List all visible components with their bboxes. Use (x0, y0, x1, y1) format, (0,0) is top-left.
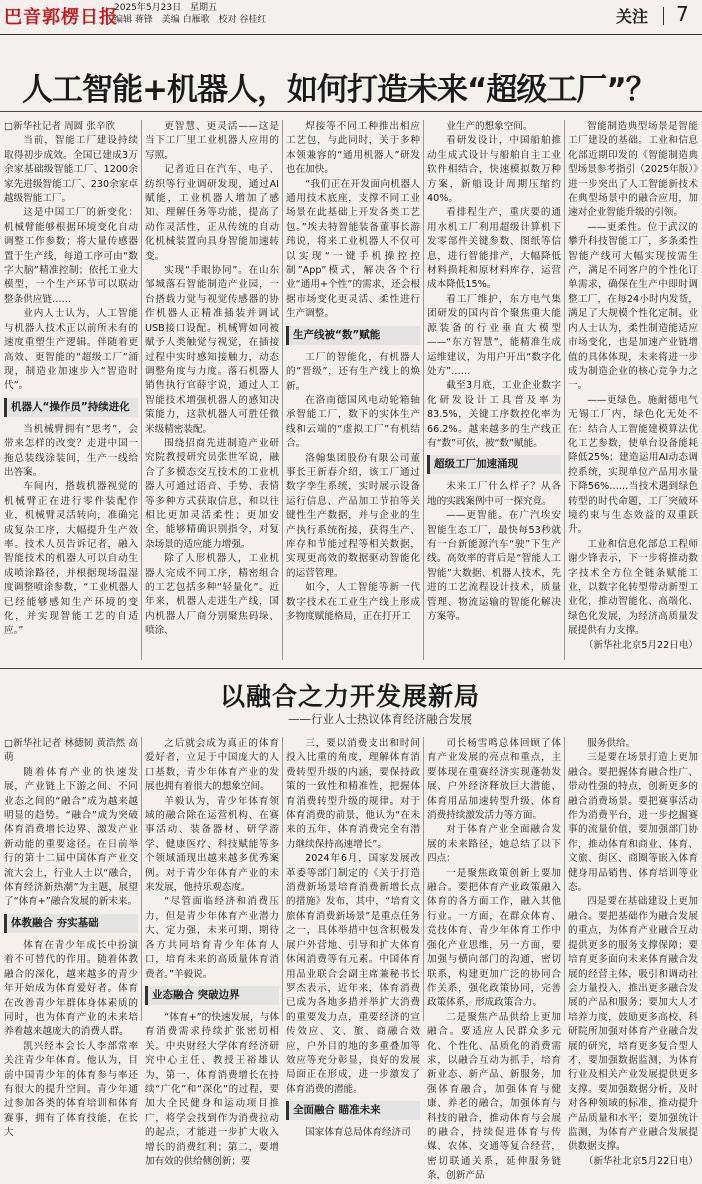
paragraph: 洛翰集团股份有限公司董事长王新春介绍，该工厂通过数字孪生系统，实时展示设备运行信息、产品加工节拍等关键性生产数据，并与企业的生产执行系统衔接，获得生产、库存和节能过程等相关数据，实现更高效的数据驱动智能化的运营管理。 (286, 452, 420, 579)
paragraph: 在洛南德国风电动轮箱轴承智能工厂，数下的实体生产线和云端的“虚拟工厂”有机结合。 (286, 394, 420, 450)
paragraph: 未来工厂什么样子？从各地的实践案例中可一探究竟。 (427, 481, 561, 507)
paragraph: 当机械臂拥有“思考”，会带来怎样的改变？走进中国一拖总装线涂装间，生产一线给出答案。 (4, 423, 138, 478)
paragraph: 一是聚焦政策创新上要加融合。要把体育产业政策融入体育的各方面工作，融入其他行业。一方面，在群众体育、竞技体育、青少年体育工作中强化产业思维，另一方面，要加强与横向部门的沟通，密切联系，构建更加广泛的协同合作关系，强化政策协同，完善政策体系，形成政策合力。 (427, 867, 561, 1009)
paragraph: 更智慧、更灵活——这是当下工厂里工业机器人应用的写照。 (145, 121, 279, 161)
paragraph: 车间内，搭载机器视觉的机械臂正在进行零件装配作业，机械臂灵活转向，准确完成复杂工序，大幅提升生产效率。技术人员告诉记者，融入智能技术的机器人可以自动生成喷涂路径，并根据现场温湿度调整喷涂参数，“工业机器人已经能够感知生产环境的变化，并实现智能工艺的自适应。” (4, 481, 138, 637)
paragraph: “我们正在开发面向机器人通用技术底座，支撑不同工业场景在此基础上开发各类工艺包。”埃夫特智能装备董事长游玮说，将来工业机器人不仅可以实现“一键手机操控控制”App”模式，解决各个行业“通用+个性”的需求，还会根据市场变化更灵活、柔性进行生产调整。 (286, 178, 420, 320)
paragraph: 体育在青少年成长中扮演着不可替代的作用。随着体教融合的深化，越来越多的青少年开始成为体育爱好者。体育在改善青少年群体身体素质的同时，也为体育产业的未来培养着越来越庞大的消费人群。 (4, 939, 138, 1038)
paragraph: 智能制造典型场景是智能工厂建设的基础。工业和信息化部近期印发的《智能制造典型场景参考指引（2025年版）》进一步突出了人工智能新技术在典型场景中的融合应用，加速对企业智能升级的引领。 (568, 121, 698, 219)
article1-source: （新华社北京5月22日电） (583, 639, 698, 651)
column-divider (141, 737, 142, 1021)
paragraph: 焊接等不同工种推出相应工艺包，与此同时，关于多种本领兼容的“通用机器人”研发也在加快。 (286, 121, 420, 176)
proof-credit: 校对 谷桂红 (218, 15, 267, 25)
paragraph: 业内人士认为，人工智能与机器人技术正以前所未有的速度重塑生产逻辑。伴随着更高效、更智能的“超级工厂”涌现，制造业加速步入“智造时代”。 (4, 308, 138, 392)
newspaper-logo: 巴音郭楞日报 (4, 7, 118, 28)
designer-credit: 美编 白雁歌 (161, 15, 210, 25)
page-number: 7 (676, 2, 689, 26)
paragraph: 实现“手眼协同”。在山东邹城落石智能制造产业园，一台搭载力觉与视觉传感器的协作机器人正精准插装并调试USB接口设配。机械臂如同被赋予人类触觉与视觉，在插接过程中实时感知接触力，动态调整角度与力度。落石机器人销售执行官薛宇说，通过人工智能技术增强机器人的感知决策能力，这款机器人可胜任微米级精密装配。 (145, 265, 279, 435)
article1-column-5 (568, 120, 698, 664)
paragraph: 记者近日在汽车、电子、纺织等行业调研发现，通过AI赋能，工业机器人增加了感知、理解任务等功能，提高了动作灵活性，正从传统的自动化机械装置向具身智能加速转变。 (145, 164, 279, 262)
paragraph: ——更柔性。位于武汉的攀升科技智能工厂，多条柔性智能产线可大幅实现按需生产，满足不同客户的个性化订单需求，确保在生产中即时调整工厂，在每24小时内发货，满足了大规模个性化定制。业内人士认为，柔性制造能适应市场变化，也是加速产业链增值的具体体现，未来将进一步成为制造企业的核心竞争力之一。 (568, 221, 698, 392)
masthead (0, 0, 702, 35)
paragraph: 看排程生产，重庆要的通用水机工厂利用超级计算机下发零部件关键参数、图纸等信息，进行智能排产，大幅降低材料损耗和原材料库存，运营成本降低15%。 (427, 207, 561, 291)
issue-date: 2025年5月23日 (114, 3, 182, 13)
paragraph: 三是要在场景打造上更加融合。要把握体育融合性广、带动性强的特点，创新更多的融合消费场景。要把赛事活动作为消费平台，进一步挖掘赛事的流量价值，要加强部门协作，推动体育和商业、体育、文旅、街区、商圈等嵌入体育健身用品销售、体育培训等业态。 (568, 752, 698, 894)
article2-source: （新华社北京5月22日电） (583, 1155, 698, 1167)
paragraph: ——更智能。在广汽埃安智能生态工厂，最快每53秒就有一台新能源汽车“驶”下生产线。高效率的背后是“智能人工智能”大数据、机器人技术，先进的工艺流程设计技术，质量管理、物流运输的智能化解决方案等。 (427, 510, 561, 622)
headline-rule (0, 111, 702, 112)
paragraph: 四是要在基础建设上更加融合。要把基础作为融合发展的重点，为体育产业融合互动提供更多的服务支撑保障；要培育更多面向未来体育融合发展的经营主体，吸引和调动社会力量投入，推出更多融合发展的产品和服务；要加大人才培养力度，鼓励更多高校、科研院所加强对体育产业融合发展的研究，培育更多复合型人才，要加强数据监测，为体育行业及相关产业发展提供更多支撑。要加强数据分析，及时对各种领域的标准，推动提升产品质量和水平；要加强统计监测，为体育产业融合发展提供数据支撑。 (568, 896, 698, 1153)
article2-headline: 以融合之力开发展新局 (219, 682, 480, 711)
paragraph: 当前，智能工厂建设持续取得初步成效。全国已建成3万余家基础级智能工厂、1200余家先进级智能工厂、230余家卓越级智能工厂。 (4, 135, 138, 205)
paragraph: 对于体育产业全面融合发展的未来路径，她总结了以下四点： (427, 824, 561, 865)
article2-subheadline: ——行业人士热议体育经济融合发展 (288, 712, 472, 726)
article2-column-4 (427, 737, 561, 1182)
article1-headline: 人工智能+机器人，如何打造未来“超级工厂”？ (22, 72, 656, 108)
paragraph: “尽管面临经济和消费压力，但是青少年体育产业潜力大、定力强，未来可期，期待各方共同培育青少年体育人口，培育未来的高质量体育消费者。”羊毅说。 (145, 896, 279, 980)
article2-column-2 (145, 737, 279, 1167)
paragraph: 国家体育总局体育经济司 (305, 1127, 411, 1139)
article1-subhead-1: 机器人“操作员”持续进化 (4, 398, 138, 417)
article1-subhead-3: 超级工厂加速涌现 (427, 455, 561, 474)
paragraph: ——更绿色。施耐德电气无锡工厂内，绿色化无处不在：结合人工智能建模算法优化工艺参数，使单台设备能耗降低25%；建造运用AI动态调控系统，实现单位产品用水量下降56%……当技术遇到绿色转型的时代命题，工厂突破环境约束与生态效益的双重跃升。 (568, 394, 698, 536)
article2-column-1 (4, 737, 138, 1139)
article2-column-5 (568, 737, 698, 1167)
article2-byline: □新华社记者 林德韧 黄浩然 高萌 (4, 738, 138, 764)
article1-column-1 (4, 120, 138, 664)
paragraph: 工厂的智能化，有机器人的“晋级”，还有生产线上的焕新。 (286, 351, 420, 392)
article1-column-4 (427, 120, 561, 664)
column-divider (423, 737, 424, 1021)
column-divider (564, 120, 565, 660)
paragraph: 截至3月底，工业企业数字化研发设计工具普及率为83.5%，关键工序数控化率为66.2%。越来越多的生产线正有“数”可依，被“数”赋能。 (427, 380, 561, 449)
article2-subhead-3: 全面融合 瞄准未来 (286, 1101, 420, 1120)
column-divider (564, 737, 565, 1021)
paragraph: 这是中国工厂的新变化：机械臂能够根据环境变化自动调整工作参数；将大量传感器置于生产线，每道工序可由“数字大脑”精准控制；依托工业大模型，一个生产环节可以联动整条供应链…… (4, 207, 138, 305)
article2-column-3 (286, 737, 420, 1139)
paragraph: 除了人形机器人，工业机器人完成不同工序，精密组合的工艺包括多种“轻量化”。近年来，机器人走进生产线，国内机器人厂商分别聚焦码垛、喷涂、 (145, 553, 279, 637)
column-divider (282, 737, 283, 1021)
paragraph: 凯兴经本会长人李部常率关注青少年体育。他认为，目前中国青少年的体育参与率还有很大的提升空间。青少年通过参加各类的体育培训和体育赛事，拥有了体育技能，在长大 (4, 1040, 138, 1139)
paragraph: 业生产的想象空间。 (446, 121, 533, 132)
paragraph: 二是聚焦产品供给上更加融合。要适应人民群众多元化、个性化、品质化的消费需求，以融合互动为抓手，培育新业态、新产品、新服务，加强体育融合，加强体育与健康、养老的融合，加强体育与科技的融合，推动体育与会展的融合，持续促进体育与传媒、农体、交通等复合经营，密切联通关系，延伸服务链条，创新产品 (427, 1011, 561, 1182)
issue-weekday: 星期五 (189, 3, 217, 13)
paragraph: 如今，人工智能等新一代数字技术在工业生产线上形成多物度赋能格局，正在打开工 (286, 582, 420, 622)
paragraph: “体育+”的快速发展，与体育消费需求持续扩张密切相关。中央财经大学体育经济研究中心主任、教授王裕雄认为，第一，体育消费增长在持续“广化”和“深化”的过程，要加大全民健身和运动项目推广，将学会找到作为消费拉动的起点，才能进一步扩大收入增长的消费红利；第二，要增加有效的供给侧创新；要 (145, 1011, 279, 1167)
paragraph: 之后就会成为真正的体育爱好者，立足于中国庞大的人口基数，青少年体育产业的发展也拥有着很大的想象空间。 (145, 738, 279, 793)
paragraph: 看工厂维护，东方电气集团研发的国内首个聚焦重大能源装备的行业垂直大模型——“东方智慧”，能精准生成运维建议，为用户开出“数字化处方”…… (427, 293, 561, 377)
editor-credit: 编辑 蒋锋 (114, 15, 153, 25)
section-name: 关注 (616, 7, 649, 26)
article-separator (0, 668, 702, 669)
paragraph: 2024年6月，国家发展改革委等部门制定的《关于打造消费新场景培育消费新增长点的措施》发布，其中，“培育文旅体育消费新场景”是重点任务之一，具体举措中包含积极发展户外营地、引导和扩大体育休闲消费等有元素。中国体育用品业联合会副主席兼秘书长罗杰表示，近年来，体育消费已成为各地多措并举扩大消费的重要发力点，重要经济的宣传效应、文、旅、商融合效应，户外目的地的多重叠加等效应等充分彰显，良好的发展局面正在形成，进一步激发了体育消费的潜能。 (286, 853, 420, 1095)
column-divider (141, 120, 142, 660)
column-divider (282, 120, 283, 660)
paragraph: 羊毅认为，青少年体育领域的融合除在运营机构、在赛事活动、装备器材、研学游学、健康医疗、科技赋能等多个领域涌现出越来越多优秀案例。对于青少年体育产业的未来发展，他持乐观态度。 (145, 795, 279, 894)
paragraph: 围绕招商先进制造产业研究院教授研究员张世军说，融合了多模态交互技术的工业机器人可通过语音、手势、表情等多种方式获取信息，和以往相比更加灵活柔性；更加安全，能够精确识别指令，对复杂场景的适应能力增强。 (145, 437, 279, 550)
paragraph: 司长杨雪鸣总体回顾了体育产业发展的亮点和重点，主要体现在重赛经济实现蓬勃发展、户外经济释放巨大潜能、体育用品加速转型升级、体育消费持续激发活力等方面。 (427, 738, 561, 822)
paragraph: 三，要以消费支出和时间投入比重的角度，理解体育消费转型升级的内涵，要保持政策的一致性和精准性，把握体育消费转型升级的规律。对于体育消费的前景，他认为“在未来的五年，体育消费完全有潜力继续保持高速增长”。 (286, 738, 420, 850)
paragraph: 看研发设计，中国船舶推动生成式设计与船舶自主工业软件相结合，快速模拟数万种方案，新船设计周期压缩约40%。 (427, 135, 561, 205)
article2-subhead-1: 体教融合 夯实基础 (4, 914, 138, 933)
paragraph: 随着体育产业的快速发展，产业链上下游之间、不同业态之间的“融合”成为越来越明显的趋势。“融合”成为突破体育消费增长边界、激发产业新动能的重要途径。在日前举行的第十二届中国体育产业交流大会上，行业人士以“融合，体育经济新热潮”为主题，展望了“体育+”融合发展的新未来。 (4, 766, 138, 908)
article1-subhead-2: 生产线被“数”赋能 (286, 326, 420, 345)
section-divider (663, 7, 664, 25)
column-divider (423, 120, 424, 660)
paragraph: 工业和信息化部总工程师谢少锋表示，下一步将推动数字技术全方位全链条赋能工业，以数字化转型带动新型工业化，推动智能化、高端化、绿色化发展，为经济高质量发展提供有力支撑。 (568, 538, 698, 637)
article1-column-2 (145, 120, 279, 664)
dateline (114, 2, 272, 26)
article1-byline: □新华社记者 周圆 张辛欣 (4, 121, 116, 132)
article2-subhead-2: 业态融合 突破边界 (145, 986, 279, 1005)
paragraph: 服务供给。 (587, 738, 636, 749)
article1-column-3 (286, 120, 420, 664)
